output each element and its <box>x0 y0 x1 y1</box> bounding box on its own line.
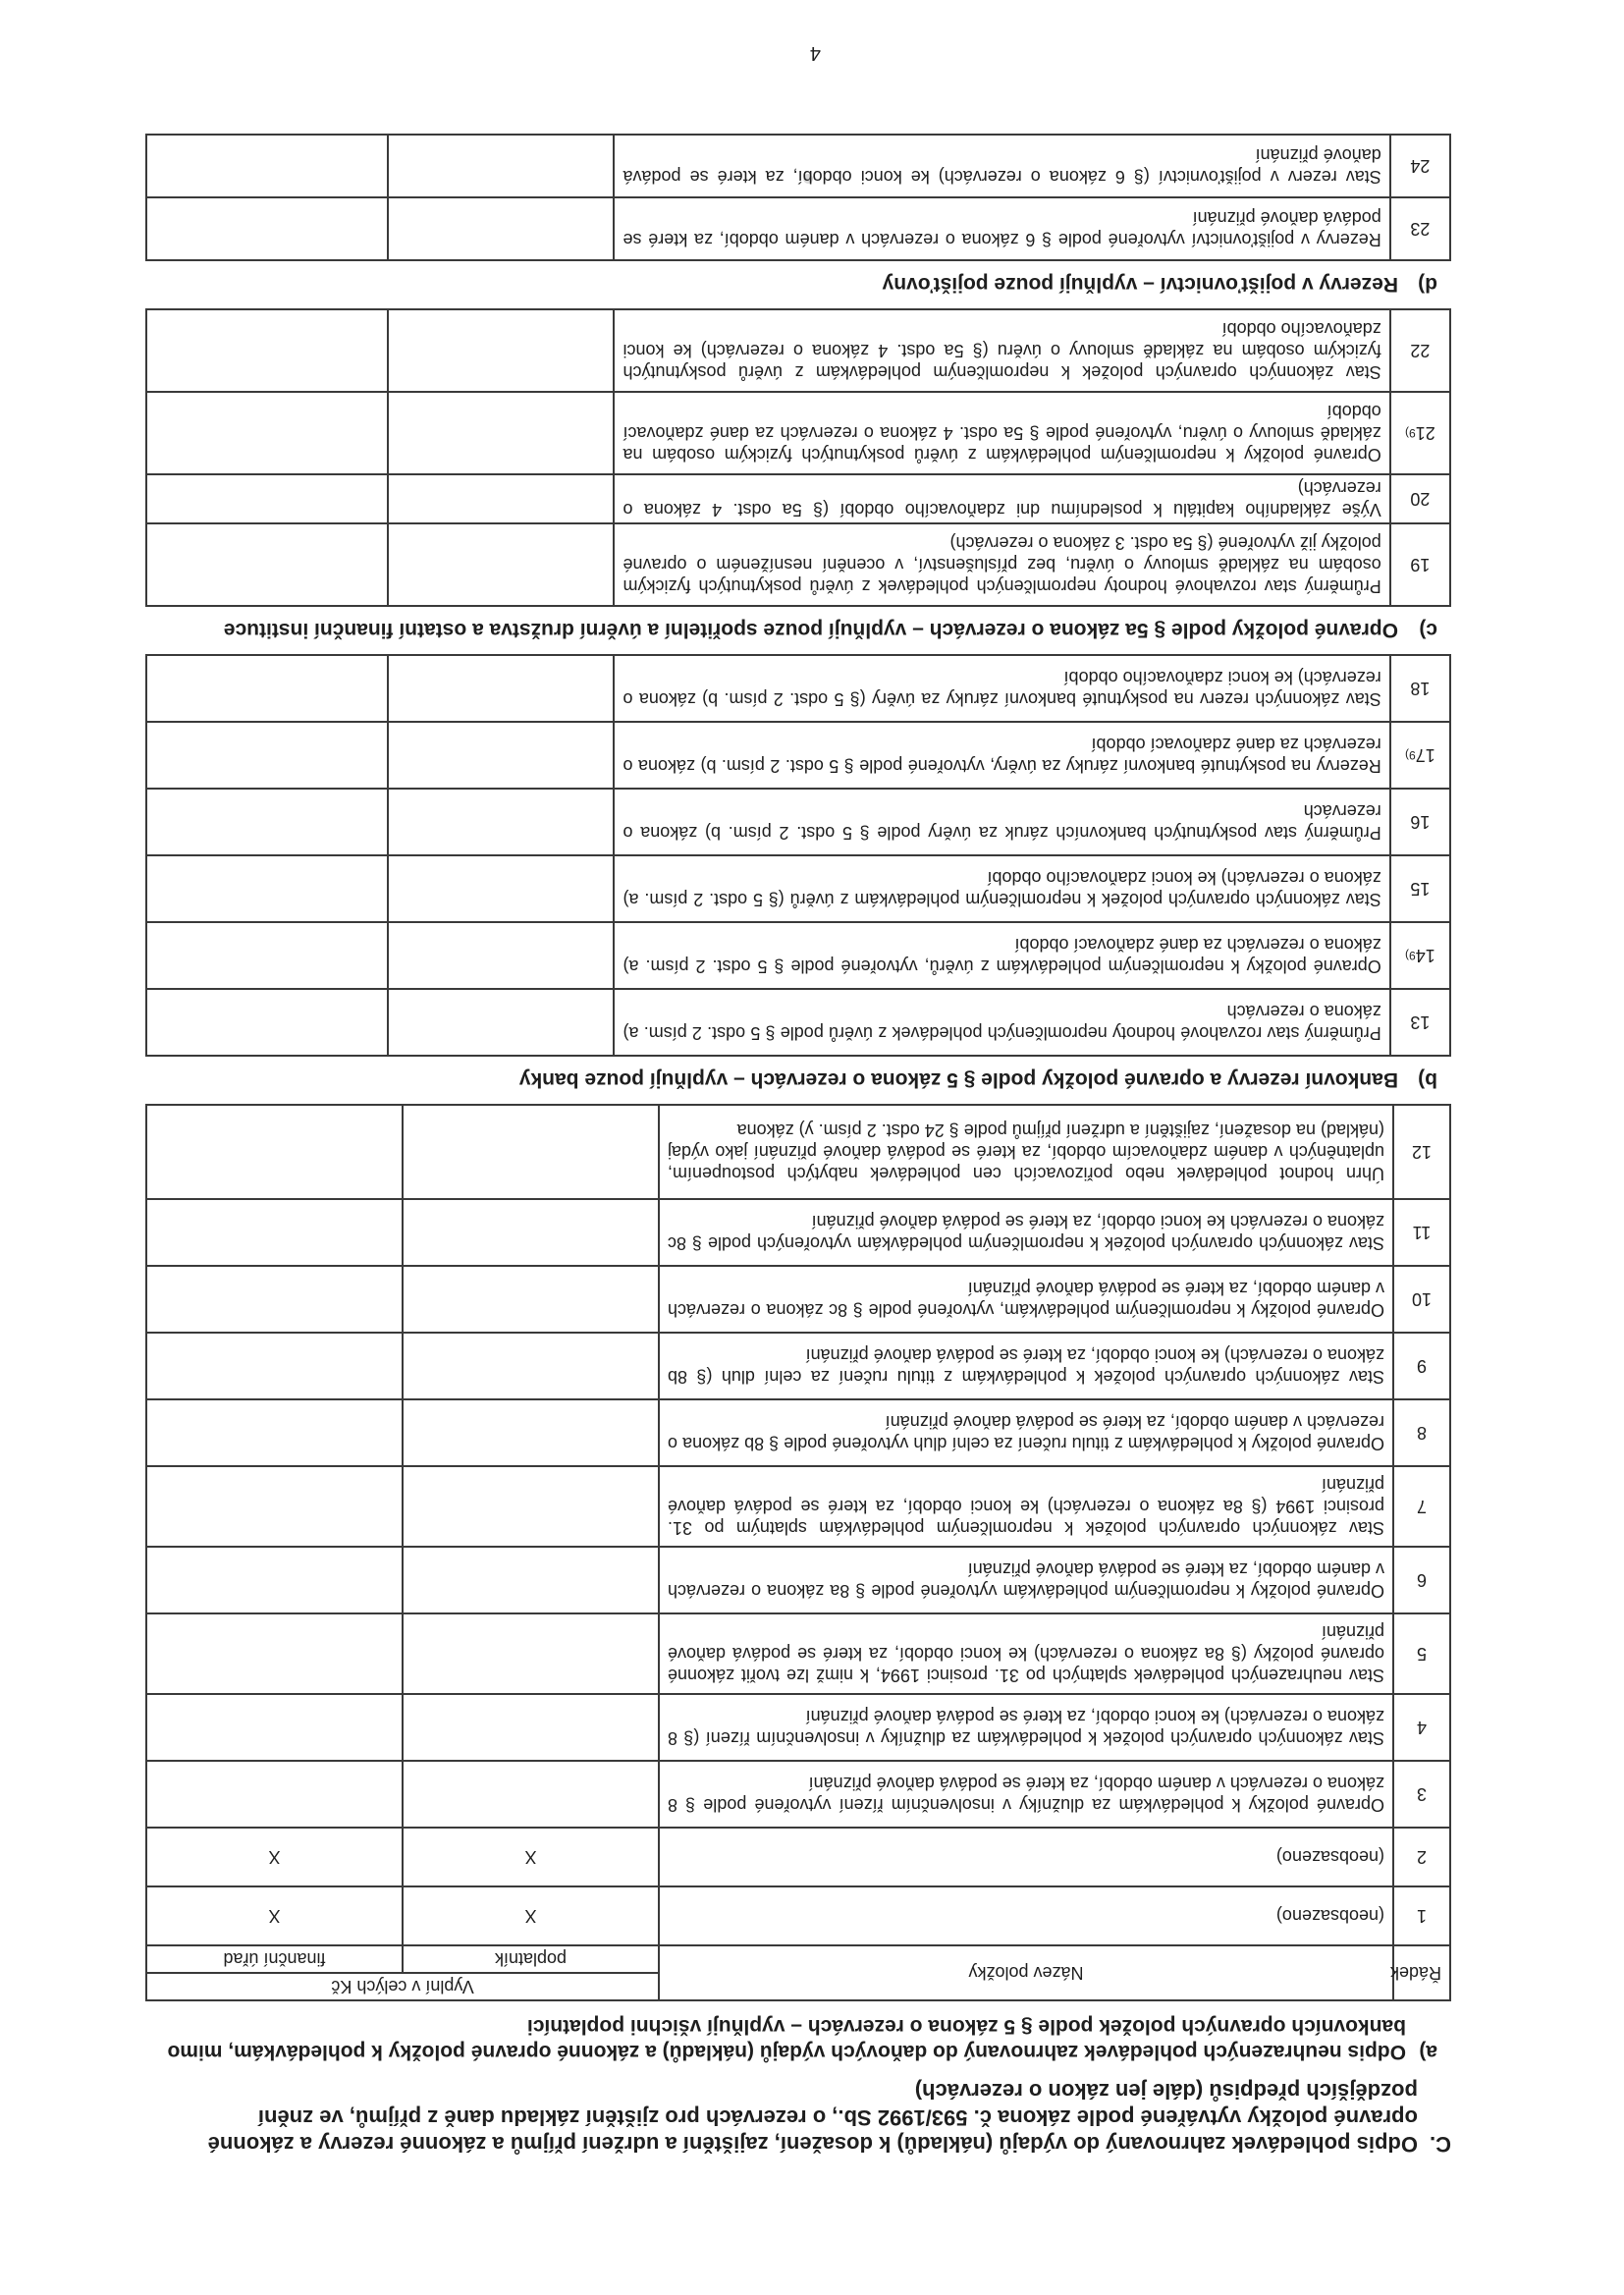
section-heading-text: Odpis pohledávek zahrnovaný do výdajů (nákladů) k dosažení, zajištění a udržení příjmů a zákonné rezervy a zákonné opravné položky vytvářené podle zákona č. 593/1992 Sb., o rezervách pro zjištění základu daně z příjmů, ve znění pozdějších předpisů (dále jen zákon o rezervách) <box>207 2079 1418 2157</box>
row-number-text: 22 <box>1410 341 1431 360</box>
row-number <box>1393 1828 1450 1886</box>
row-number-text: 7 <box>1417 1497 1428 1516</box>
row-number <box>1390 789 1450 855</box>
taxpayer-amount-field[interactable] <box>403 1399 659 1466</box>
row-label: Opravné položky k pohledávkám z titulu ručení za celní dluh vytvořené podle § 8b zákona o rezervách v daném období, za které se podává daňové přiznání <box>659 1399 1393 1466</box>
row-label: Stav rezerv v pojišťovnictví (§ 6 zákona o rezervách) ke konci období, za které se podává daňové přiznání <box>615 135 1390 197</box>
row-label: Rezervy na poskytnuté bankovní záruky za úvěry, vytvořené podle § 5 odst. 2 písm. b) zákona o rezervách za dané zdaňovací období <box>615 722 1390 789</box>
office-amount-field[interactable] <box>146 1333 403 1399</box>
table-row <box>146 789 1450 855</box>
office-amount-field[interactable] <box>146 523 388 606</box>
table-row <box>146 655 1450 722</box>
row-number-text: 8 <box>1417 1423 1428 1443</box>
header-office-label: finanční úřad <box>146 1945 403 1973</box>
taxpayer-amount-field[interactable] <box>403 1761 659 1828</box>
row-number <box>1393 1466 1450 1547</box>
office-amount-field[interactable] <box>146 197 388 260</box>
header-taxpayer-label: poplatník <box>403 1945 659 1973</box>
office-amount-field[interactable] <box>146 392 388 474</box>
row-number <box>1393 1547 1450 1613</box>
row-number <box>1393 1333 1450 1399</box>
row-number-text: 21 <box>1415 423 1435 443</box>
row-label: Opravné položky k nepromlčeným pohledávkám vytvořené podle § 8a zákona o rezervách v daném období, za které se podává daňové přiznání <box>659 1547 1393 1613</box>
table-row <box>146 922 1450 989</box>
section-b-title <box>145 1066 1437 1092</box>
section-a-title <box>145 2013 1437 2064</box>
row-number-text: 5 <box>1417 1644 1428 1664</box>
taxpayer-amount-field[interactable] <box>388 722 614 789</box>
row-number <box>1390 474 1450 523</box>
office-amount-field[interactable] <box>146 135 388 197</box>
table-row <box>146 1105 1450 1199</box>
row-number <box>1390 197 1450 260</box>
table-row <box>146 1828 1450 1886</box>
header-fill-label: Vyplní v celých Kč <box>146 1973 659 2000</box>
office-amount-field[interactable] <box>146 1613 403 1694</box>
row-number-text: 24 <box>1410 156 1431 176</box>
row-number <box>1393 1613 1450 1694</box>
office-amount-field[interactable] <box>146 1105 403 1199</box>
row-number <box>1390 135 1450 197</box>
table-row <box>146 1547 1450 1613</box>
row-number-text: 12 <box>1411 1142 1433 1162</box>
taxpayer-amount-field[interactable] <box>388 474 614 523</box>
table-row <box>146 1266 1450 1333</box>
office-amount-field[interactable]: X <box>146 1886 403 1945</box>
section-c-letter: c) <box>1419 619 1437 641</box>
row-number-text: 4 <box>1417 1718 1428 1737</box>
table-d <box>145 134 1451 261</box>
office-amount-field[interactable]: X <box>146 1828 403 1886</box>
table-row <box>146 1199 1450 1266</box>
row-number-text: 16 <box>1410 812 1431 832</box>
section-c-text: Opravné položky podle § 5a zákona o rezervách – vyplňují pouze spořitelní a úvěrní družstva a ostatní finanční instituce <box>223 619 1398 641</box>
row-label: Průměrný stav rozvahové hodnoty nepromlčených pohledávek z úvěrů podle § 5 odst. 2 písm. a) zákona o rezervách <box>615 989 1390 1056</box>
row-number-text: 11 <box>1412 1223 1432 1242</box>
row-number <box>1390 855 1450 922</box>
row-number-text: 23 <box>1410 219 1431 239</box>
taxpayer-amount-field[interactable] <box>403 1266 659 1333</box>
table-row <box>146 1761 1450 1828</box>
row-label: Opravné položky k pohledávkám za dlužníky v insolvenčním řízení vytvořené podle § 8 zákona o rezervách v daném období, za které se podává daňové přiznání <box>659 1761 1393 1828</box>
office-amount-field[interactable] <box>146 1694 403 1761</box>
row-number <box>1390 722 1450 789</box>
table-row <box>146 135 1450 197</box>
row-number <box>1393 1761 1450 1828</box>
page-number: 4 <box>809 42 821 64</box>
table-row <box>146 474 1450 523</box>
row-label: (neobsazeno) <box>659 1886 1393 1945</box>
row-number <box>1393 1694 1450 1761</box>
row-number-text: 19 <box>1410 555 1431 574</box>
table-header-row <box>146 1973 1450 2000</box>
office-amount-field[interactable] <box>146 655 388 722</box>
row-number-text: 13 <box>1410 1012 1431 1032</box>
office-amount-field[interactable] <box>146 989 388 1056</box>
table-row <box>146 1466 1450 1547</box>
taxpayer-amount-field[interactable] <box>403 1613 659 1694</box>
row-number <box>1390 989 1450 1056</box>
taxpayer-amount-field[interactable] <box>388 922 614 989</box>
section-heading-letter: C. <box>1430 2132 1451 2157</box>
taxpayer-amount-field[interactable] <box>403 1333 659 1399</box>
row-number <box>1390 309 1450 392</box>
row-number <box>1393 1105 1450 1199</box>
office-amount-field[interactable] <box>146 722 388 789</box>
row-label: Opravné položky k nepromlčeným pohledávkám z úvěrů, vytvořené podle § 5 odst. 2 písm. a) zákona o rezervách za dané zdaňovací období <box>615 922 1390 989</box>
office-amount-field[interactable] <box>146 1466 403 1547</box>
row-label: Stav zákonných opravných položek k pohledávkám z titulu ručení za celní dluh (§ 8b zákona o rezervách) ke konci období, za které se podává daňové přiznání <box>659 1333 1393 1399</box>
form-content <box>145 134 1451 2158</box>
table-b <box>145 654 1451 1057</box>
section-a-letter: a) <box>1419 2041 1437 2063</box>
taxpayer-amount-field[interactable] <box>388 392 614 474</box>
section-a-text: Odpis neuhrazených pohledávek zahrnovaný do daňových výdajů (nákladů) a zákonné opravné položky k pohledávkám, mimo bankovních opravných položek podle § 5 zákona o rezervách – vyplňují všichni poplatníci <box>167 2015 1406 2063</box>
table-a <box>145 1104 1451 2001</box>
row-label: Opravné položky k nepromlčeným pohledávkám, vytvořené podle § 8c zákona o rezervách v daném období, za které se podává daňové přiznání <box>659 1266 1393 1333</box>
section-c-title <box>145 617 1437 642</box>
taxpayer-amount-field[interactable]: X <box>403 1828 659 1886</box>
row-number-text: 3 <box>1417 1784 1428 1804</box>
header-row-label: Řádek <box>1393 1945 1450 2000</box>
row-label: Stav zákonných opravných položek k nepromlčeným pohledávkám z úvěrů poskytnutých fyzickým osobám na základě smlouvy o úvěru (§ 5a odst. 4 zákona o rezervách) ke konci zdaňovacího období <box>615 309 1390 392</box>
section-d-text: Rezervy v pojišťovnictví – vyplňují pouze pojišťovny <box>882 273 1398 296</box>
row-number-text: 14 <box>1415 946 1435 965</box>
row-number <box>1393 1399 1450 1466</box>
section-d-title <box>145 271 1437 297</box>
table-c <box>145 308 1451 607</box>
table-row <box>146 1886 1450 1945</box>
section-b-text: Bankovní rezervy a opravné položky podle § 5 zákona o rezervách – vyplňují pouze banky <box>518 1068 1398 1091</box>
office-amount-field[interactable] <box>146 1266 403 1333</box>
table-row <box>146 1333 1450 1399</box>
table-row <box>146 855 1450 922</box>
row-number-text: 20 <box>1410 489 1431 509</box>
office-amount-field[interactable] <box>146 474 388 523</box>
row-number <box>1390 922 1450 989</box>
row-label: Rezervy v pojišťovnictví vytvořené podle § 6 zákona o rezervách v daném období, za které se podává daňové přiznání <box>615 197 1390 260</box>
row-number <box>1390 523 1450 606</box>
section-heading <box>145 2078 1451 2158</box>
row-number-text: 15 <box>1410 879 1431 899</box>
header-name-label: Název položky <box>659 1945 1393 2000</box>
row-footnote-ref: 9) <box>1405 748 1416 762</box>
office-amount-field[interactable] <box>146 922 388 989</box>
row-number-text: 9 <box>1417 1356 1428 1376</box>
table-row <box>146 1399 1450 1466</box>
taxpayer-amount-field[interactable] <box>388 135 614 197</box>
row-number-text: 1 <box>1417 1906 1428 1926</box>
row-footnote-ref: 9) <box>1405 426 1416 440</box>
row-label: Stav neuhrazených pohledávek splatných po 31. prosinci 1994, k nimž lze tvořit zákonné opravné položky (§ 8a zákona o rezervách) ke konci období, za které se podává daňové přiznání <box>659 1613 1393 1694</box>
taxpayer-amount-field[interactable]: X <box>403 1886 659 1945</box>
taxpayer-amount-field[interactable] <box>388 655 614 722</box>
taxpayer-amount-field[interactable] <box>388 789 614 855</box>
table-row <box>146 722 1450 789</box>
row-number <box>1393 1199 1450 1266</box>
taxpayer-amount-field[interactable] <box>388 309 614 392</box>
row-label: Stav zákonných opravných položek k nepromlčeným pohledávkám vytvořených podle § 8c zákona o rezervách ke konci období, za které se podává daňové přiznání <box>659 1199 1393 1266</box>
table-row <box>146 1694 1450 1761</box>
row-number-text: 17 <box>1415 745 1435 765</box>
taxpayer-amount-field[interactable] <box>403 1199 659 1266</box>
table-row <box>146 309 1450 392</box>
row-label: Stav zákonných opravných položek k nepromlčeným pohledávkám z úvěrů (§ 5 odst. 2 písm. a) zákona o rezervách) ke konci zdaňovacího období <box>615 855 1390 922</box>
office-amount-field[interactable] <box>146 1547 403 1613</box>
taxpayer-amount-field[interactable] <box>388 197 614 260</box>
row-number <box>1390 655 1450 722</box>
table-row <box>146 523 1450 606</box>
taxpayer-amount-field[interactable] <box>403 1105 659 1199</box>
row-label: Opravné položky k nepromlčeným pohledávkám z úvěrů poskytnutých fyzickým osobám na základě smlouvy o úvěru, vytvořené podle § 5a odst. 4 zákona o rezervách za dané zdaňovací období <box>615 392 1390 474</box>
table-row <box>146 1613 1450 1694</box>
section-d-letter: d) <box>1418 273 1437 296</box>
row-number <box>1393 1266 1450 1333</box>
row-number <box>1393 1886 1450 1945</box>
office-amount-field[interactable] <box>146 309 388 392</box>
row-number <box>1390 392 1450 474</box>
row-label: Výše základního kapitálu k poslednímu dni zdaňovacího období (§ 5a odst. 4 zákona o rezervách) <box>615 474 1390 523</box>
office-amount-field[interactable] <box>146 1761 403 1828</box>
taxpayer-amount-field[interactable] <box>388 989 614 1056</box>
row-number-text: 10 <box>1411 1289 1433 1309</box>
office-amount-field[interactable] <box>146 789 388 855</box>
row-label: (neobsazeno) <box>659 1828 1393 1886</box>
section-b-letter: b) <box>1418 1068 1437 1091</box>
office-amount-field[interactable] <box>146 1399 403 1466</box>
taxpayer-amount-field[interactable] <box>403 1694 659 1761</box>
row-label: Průměrný stav rozvahové hodnoty nepromlčených pohledávek z úvěrů poskytnutých fyzickým osobám na základě smlouvy o úvěru, bez příslušenství, v ocenění nesníženém o opravné položky již vytvořené (§ 5a odst. 3 zákona o rezervách) <box>615 523 1390 606</box>
row-number-text: 6 <box>1417 1570 1428 1590</box>
row-number-text: 2 <box>1417 1847 1428 1867</box>
row-label: Stav zákonných opravných položek k pohledávkám za dlužníky v insolvenčním řízení (§ 8 zákona o rezervách) ke konci období, za které se podává daňové přiznání <box>659 1694 1393 1761</box>
row-label: Stav zákonných rezerv na poskytnuté bankovní záruky za úvěry (§ 5 odst. 2 písm. b) zákona o rezervách) ke konci zdaňovacího období <box>615 655 1390 722</box>
row-label: Stav zákonných opravných položek k nepromlčeným pohledávkám splatným po 31. prosinci 1994 (§ 8a zákona o rezervách) ke konci období, za které se podává daňové přiznání <box>659 1466 1393 1547</box>
table-row <box>146 197 1450 260</box>
row-number-text: 18 <box>1410 679 1431 698</box>
taxpayer-amount-field[interactable] <box>403 1547 659 1613</box>
office-amount-field[interactable] <box>146 1199 403 1266</box>
taxpayer-amount-field[interactable] <box>388 855 614 922</box>
table-row <box>146 989 1450 1056</box>
row-label: Úhrn hodnot pohledávek nebo pořizovacích cen pohledávek nabytých postoupením, uplatněných v daném zdaňovacím období, za které se podává daňové přiznání jako výdaj (náklad) na dosažení, zajištění a udržení příjmů podle § 24 odst. 2 písm. y) zákona <box>659 1105 1393 1199</box>
taxpayer-amount-field[interactable] <box>388 523 614 606</box>
office-amount-field[interactable] <box>146 855 388 922</box>
table-row <box>146 392 1450 474</box>
row-footnote-ref: 9) <box>1405 949 1416 962</box>
row-label: Průměrný stav poskytnutých bankovních záruk za úvěry podle § 5 odst. 2 písm. b) zákona o rezervách <box>615 789 1390 855</box>
taxpayer-amount-field[interactable] <box>403 1466 659 1547</box>
